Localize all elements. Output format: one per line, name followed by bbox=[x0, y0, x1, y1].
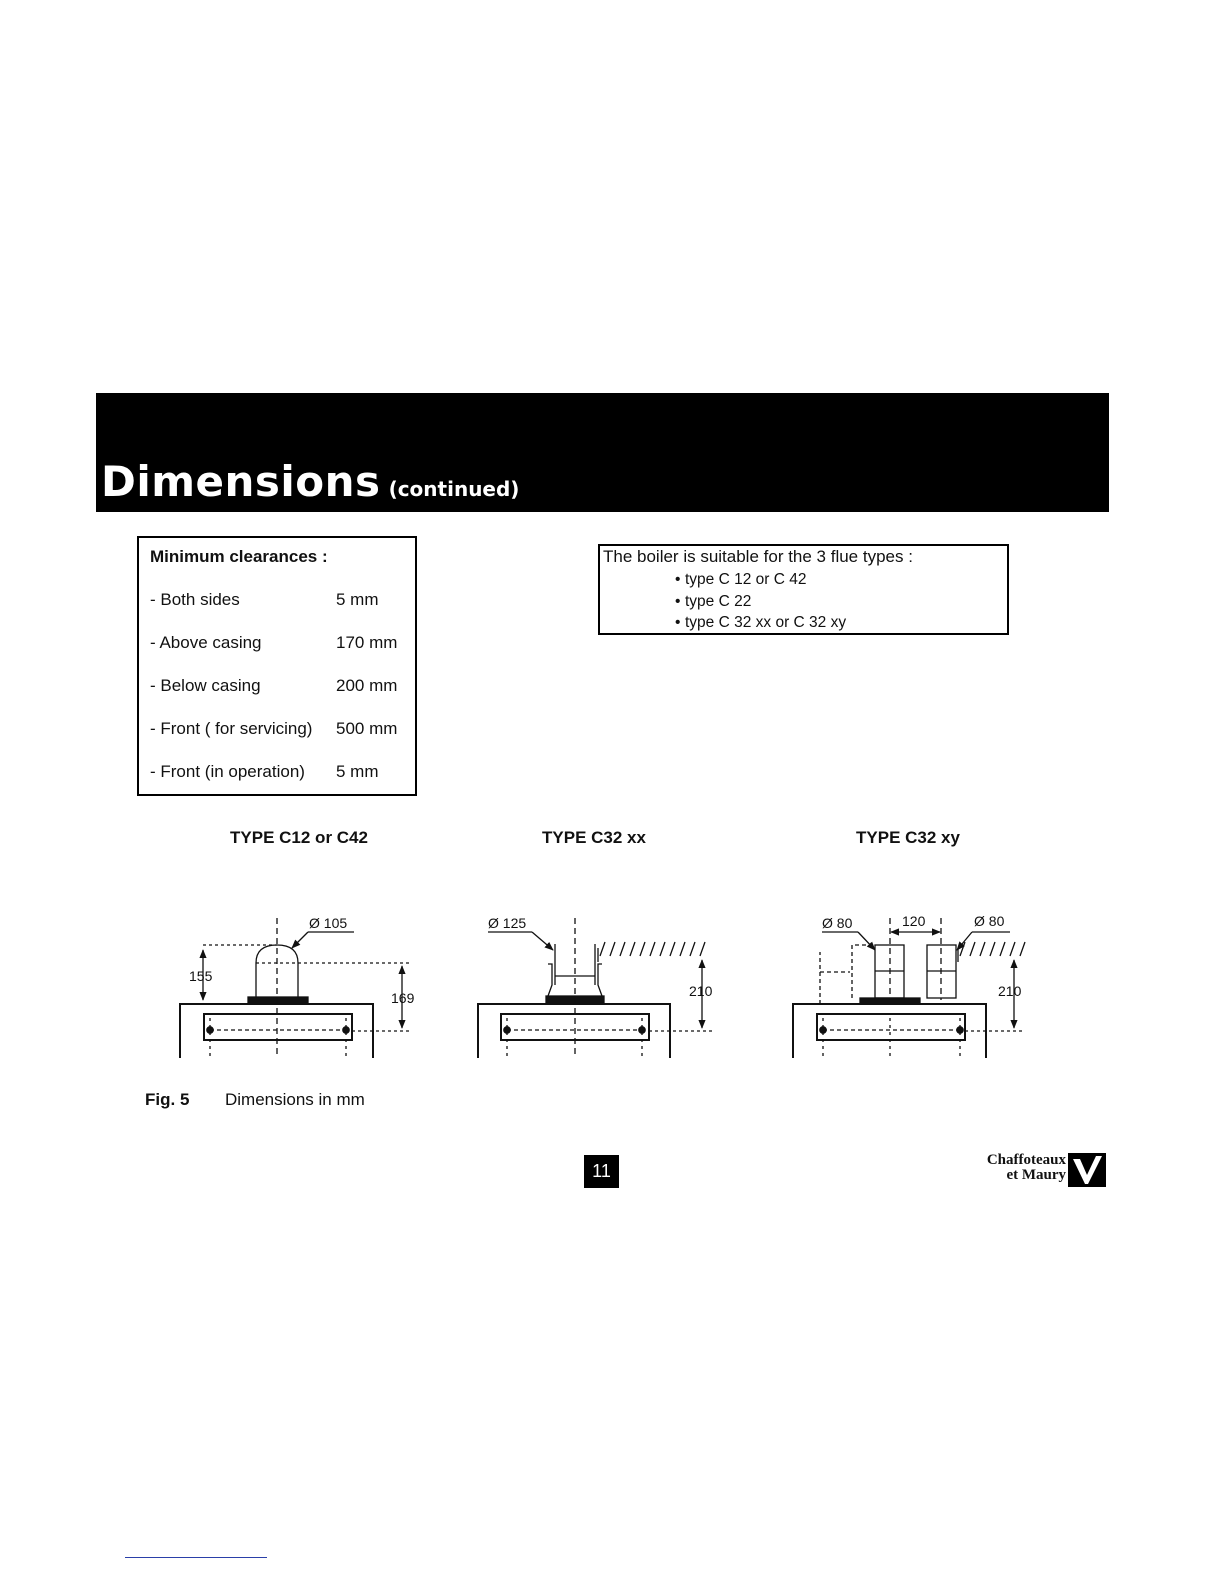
twin-flue-pipes bbox=[820, 945, 965, 1004]
brand-line-1: Chaffoteaux bbox=[986, 1152, 1066, 1168]
diagram-c32xx bbox=[478, 918, 712, 1058]
clearance-label: - Front (in operation) bbox=[150, 762, 305, 781]
height-label: 210 bbox=[998, 983, 1022, 999]
flue-terminal bbox=[248, 945, 308, 1004]
clearance-label: - Below casing bbox=[150, 676, 261, 695]
clearance-label: - Above casing bbox=[150, 633, 262, 652]
flue-type-text: type C 22 bbox=[685, 592, 752, 610]
diagram-title-c12: TYPE C12 or C42 bbox=[230, 828, 368, 847]
flue-type-text: type C 12 or C 42 bbox=[685, 571, 807, 588]
diameter-label: Ø 105 bbox=[309, 915, 348, 931]
title-main: Dimensions bbox=[101, 457, 381, 506]
clearance-label: - Both sides bbox=[150, 590, 240, 609]
chevron-v-logo-icon bbox=[1068, 1153, 1106, 1187]
clearance-label: - Front ( for servicing) bbox=[150, 719, 313, 738]
flue-type-text: type C 32 xx or C 32 xy bbox=[685, 614, 847, 631]
clearance-value: 170 mm bbox=[336, 633, 398, 652]
height-label: 210 bbox=[689, 983, 713, 999]
diameter-label: Ø 80 bbox=[974, 913, 1005, 929]
diagram-title-c32xx: TYPE C32 xx bbox=[542, 828, 646, 847]
roof-hatch bbox=[958, 942, 1025, 962]
diagram-title-c32xy: TYPE C32 xy bbox=[856, 828, 960, 847]
brand-text bbox=[987, 1153, 1066, 1183]
figure-label: Fig. 5 bbox=[145, 1090, 190, 1109]
diagram-c12-c42 bbox=[180, 918, 412, 1058]
bullet-icon: • bbox=[675, 571, 681, 588]
clearances-title: Minimum clearances : bbox=[150, 547, 328, 566]
clearance-value: 500 mm bbox=[336, 719, 398, 738]
bullet-icon: • bbox=[675, 614, 681, 631]
footer-line bbox=[125, 1557, 267, 1558]
diameter-label: Ø 80 bbox=[822, 915, 853, 931]
page-number: 11 bbox=[584, 1155, 619, 1188]
clearance-value: 200 mm bbox=[336, 676, 398, 695]
spacing-label: 120 bbox=[902, 913, 926, 929]
bullet-icon: • bbox=[675, 592, 681, 610]
flue-types-heading: The boiler is suitable for the 3 flue types : bbox=[603, 547, 913, 566]
title-continued: (continued) bbox=[388, 477, 520, 501]
brand-line-2: et Maury bbox=[1006, 1167, 1066, 1183]
height-label: 155 bbox=[189, 968, 213, 984]
clearance-value: 5 mm bbox=[336, 590, 379, 609]
diagram-c32xy bbox=[793, 918, 1025, 1058]
height-label: 169 bbox=[391, 990, 415, 1006]
clearance-value: 5 mm bbox=[336, 762, 379, 781]
diameter-label: Ø 125 bbox=[488, 915, 527, 931]
roof-hatch bbox=[598, 942, 705, 962]
figure-caption: Dimensions in mm bbox=[225, 1090, 365, 1109]
